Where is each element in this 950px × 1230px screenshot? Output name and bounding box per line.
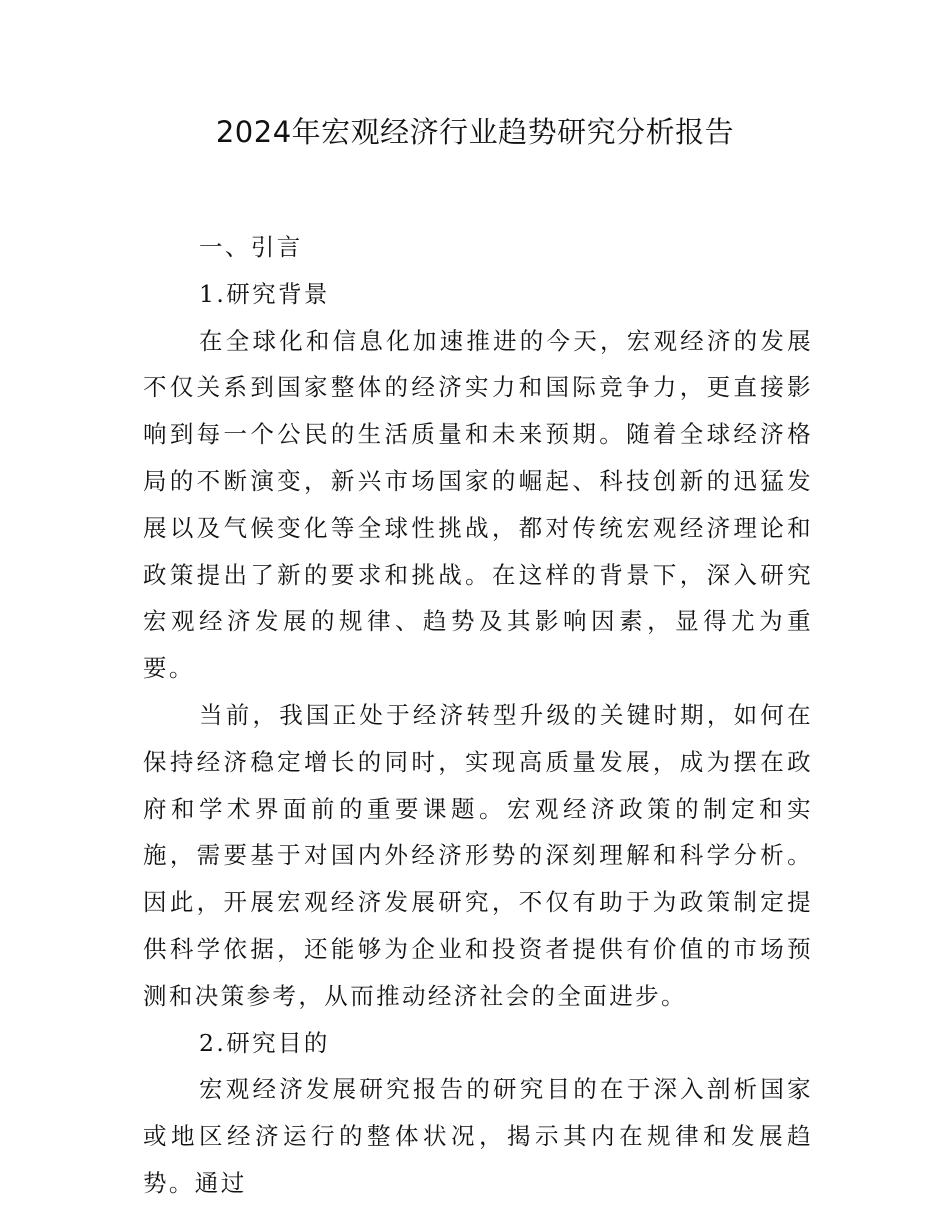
document-body bbox=[143, 224, 813, 1207]
subsection-heading-research-purpose: 2.研究目的 bbox=[199, 1028, 330, 1057]
paragraph-background-1: 在全球化和信息化加速推进的今天，宏观经济的发展不仅关系到国家整体的经济实力和国际竞争力，更直接影响到每一个公民的生活质量和未来预期。随着全球经济格局的不断演变，新兴市场国家的崛起、科技创新的迅猛发展以及气候变化等全球性挑战，都对传统宏观经济理论和政策提出了新的要求和挑战。在这样的背景下，深入研究宏观经济发展的规律、趋势及其影响因素，显得尤为重要。 bbox=[143, 326, 813, 683]
subsection-heading-research-background: 1.研究背景 bbox=[199, 279, 330, 308]
paragraph-purpose-1: 宏观经济发展研究报告的研究目的在于深入剖析国家或地区经济运行的整体状况，揭示其内在规律和发展趋势。通过 bbox=[143, 1075, 813, 1197]
document-title: 2024年宏观经济行业趋势研究分析报告 bbox=[215, 115, 735, 149]
section-heading-introduction: 一、引言 bbox=[199, 233, 303, 261]
paragraph-background-2: 当前，我国正处于经济转型升级的关键时期，如何在保持经济稳定增长的同时，实现高质量发展，成为摆在政府和学术界面前的重要课题。宏观经济政策的制定和实施，需要基于对国内外经济形势的深刻理解和科学分析。因此，开展宏观经济发展研究，不仅有助于为政策制定提供科学依据，还能够为企业和投资者提供有价值的市场预测和决策参考，从而推动经济社会的全面进步。 bbox=[143, 700, 813, 1010]
